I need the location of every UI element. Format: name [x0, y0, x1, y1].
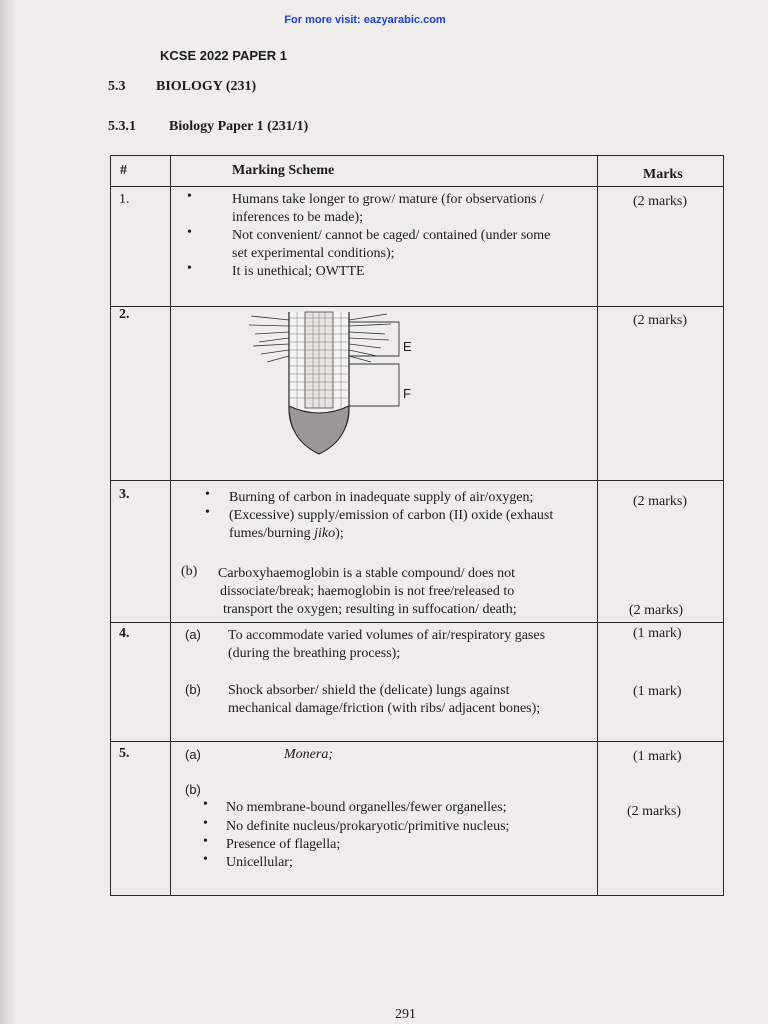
q4-a-line: (during the breathing process);: [228, 646, 401, 661]
part-label: (a): [185, 627, 201, 642]
part-label: (b): [185, 782, 201, 797]
q1-line: Not convenient/ cannot be caged/ contained (under some: [232, 228, 551, 243]
bullet: •: [203, 834, 208, 849]
header-number: #: [120, 163, 127, 178]
question-number: 2.: [119, 307, 130, 322]
q3-a-italic: jiko: [314, 526, 336, 541]
column-divider: [597, 156, 598, 895]
section-title: BIOLOGY (231): [156, 79, 257, 94]
paper-title: KCSE 2022 PAPER 1: [160, 48, 287, 63]
bullet: •: [205, 487, 210, 502]
marks-value: (2 marks): [627, 804, 682, 819]
part-label: (b): [185, 682, 201, 697]
marks-value: (2 marks): [633, 313, 688, 328]
q5-b-line: No definite nucleus/prokaryotic/primitive nucleus;: [226, 819, 510, 834]
bullet: •: [203, 816, 208, 831]
q3-a-line: Burning of carbon in inadequate supply of air/oxygen;: [229, 490, 534, 505]
root-tip-diagram: [249, 308, 419, 458]
question-number: 1.: [119, 192, 130, 207]
section-number: 5.3: [108, 79, 126, 94]
bullet: •: [187, 261, 192, 276]
bullet: •: [203, 852, 208, 867]
marks-value: (2 marks): [633, 494, 688, 509]
q3-a-text: fumes/burning: [229, 526, 315, 541]
row-divider: [111, 186, 723, 187]
bullet: •: [203, 797, 208, 812]
question-number: 4.: [119, 626, 130, 641]
bullet: •: [205, 505, 210, 520]
header-marks: Marks: [643, 167, 683, 182]
question-number: 3.: [119, 487, 130, 502]
q1-line: It is unethical; OWTTE: [232, 264, 365, 279]
q1-line: inferences to be made);: [232, 210, 363, 225]
q4-b-line: Shock absorber/ shield the (delicate) lungs against: [228, 683, 510, 698]
header-marking-scheme: Marking Scheme: [232, 163, 335, 178]
part-label: (a): [185, 747, 201, 762]
diagram-label-f: F: [403, 386, 411, 401]
marking-scheme-table: [110, 155, 724, 896]
bullet: •: [187, 189, 192, 204]
q5-b-line: Unicellular;: [226, 855, 293, 870]
q4-a-line: To accommodate varied volumes of air/respiratory gases: [228, 628, 546, 643]
diagram-label-e: E: [403, 339, 412, 354]
marks-value: (2 marks): [633, 194, 688, 209]
marks-value: (1 mark): [633, 749, 682, 764]
subsection-number: 5.3.1: [108, 119, 136, 134]
q5-b-line: No membrane-bound organelles/fewer organelles;: [226, 800, 507, 815]
marks-value: (2 marks): [629, 603, 684, 618]
q3-a-line: (Excessive) supply/emission of carbon (II) oxide (exhaust: [229, 508, 554, 523]
q3-a-text-end: );: [335, 526, 344, 541]
q5-a-answer: Monera;: [284, 747, 333, 762]
question-number: 5.: [119, 746, 130, 761]
bullet: •: [187, 225, 192, 240]
q1-line: set experimental conditions);: [232, 246, 395, 261]
page-number: 291: [395, 1007, 416, 1022]
root-tip-illustration: [249, 308, 419, 458]
row-divider: [111, 306, 723, 307]
visit-banner: For more visit: eazyarabic.com: [284, 14, 446, 26]
part-label: (b): [181, 564, 198, 579]
q3-b-line: dissociate/break; haemoglobin is not free/released to: [220, 584, 515, 599]
row-divider: [111, 480, 723, 481]
q3-b-line: Carboxyhaemoglobin is a stable compound/ does not: [218, 566, 516, 581]
q3-b-line: transport the oxygen; resulting in suffocation/ death;: [223, 602, 517, 617]
q1-line: Humans take longer to grow/ mature (for observations /: [232, 192, 544, 207]
row-divider: [111, 741, 723, 742]
marks-value: (1 mark): [633, 684, 682, 699]
q5-b-line: Presence of flagella;: [226, 837, 341, 852]
q4-b-line: mechanical damage/friction (with ribs/ adjacent bones);: [228, 701, 541, 716]
page-binding-edge: [0, 0, 14, 1024]
q3-a-line: [229, 525, 344, 543]
marks-value: (1 mark): [633, 626, 682, 641]
row-divider: [111, 622, 723, 623]
column-divider: [170, 156, 171, 895]
subsection-title: Biology Paper 1 (231/1): [169, 119, 309, 134]
